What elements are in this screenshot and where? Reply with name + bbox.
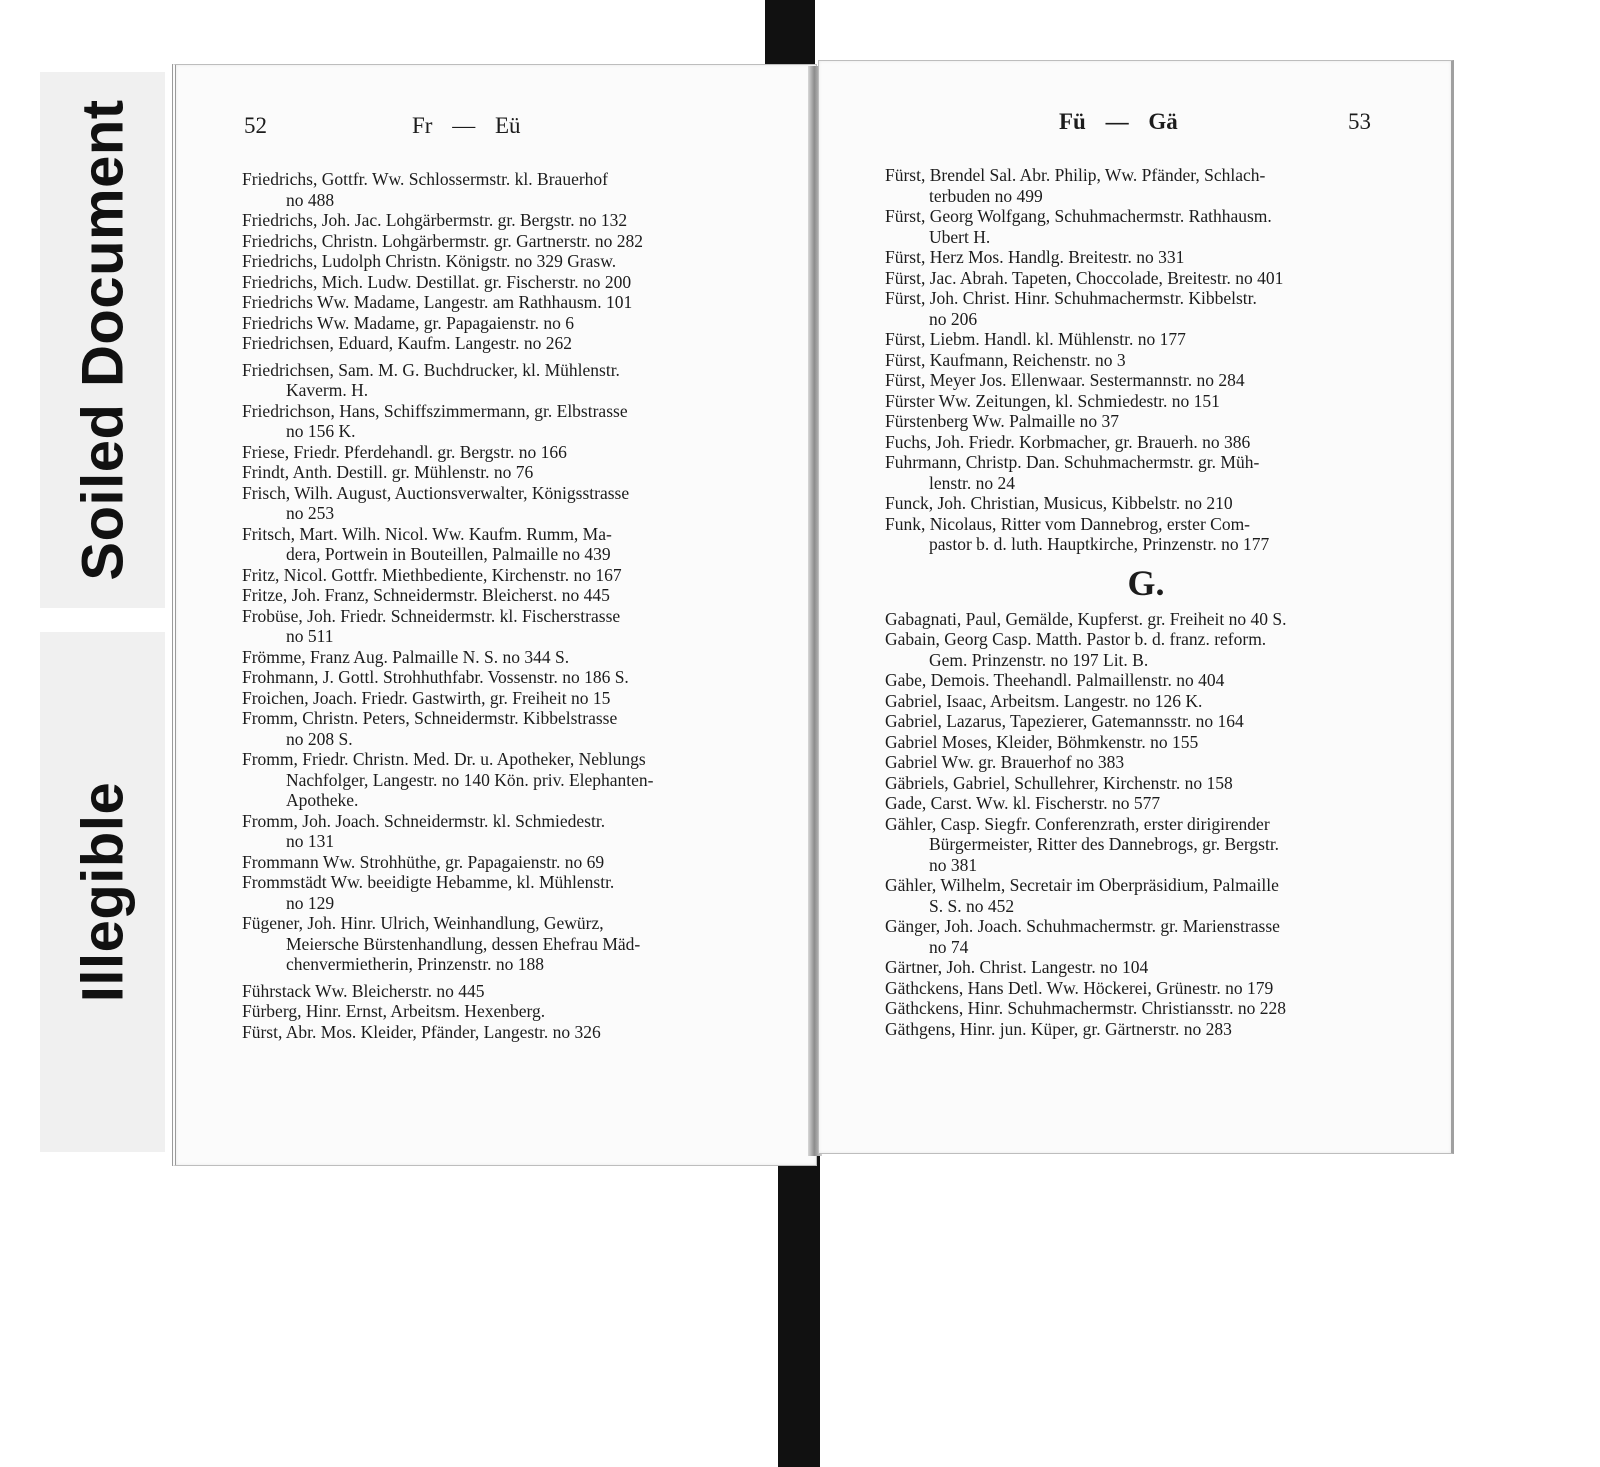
- right-page-running-head: [1059, 109, 1178, 135]
- entry-text: Friedrichs, Mich. Ludw. Destillat. gr. Fischerstr. no 200: [242, 271, 632, 292]
- directory-entry: [885, 793, 1407, 814]
- entry-text: Friedrichsen, Eduard, Kaufm. Langestr. no 262: [242, 333, 572, 353]
- entry-text: Fuhrmann, Christp. Dan. Schuhmachermstr. gr. Müh-: [885, 452, 1260, 472]
- entry-continuation: no 129: [286, 892, 335, 913]
- illegible-label: Illegible: [70, 781, 135, 1003]
- directory-entry: [885, 629, 1407, 670]
- directory-entry: [885, 329, 1407, 350]
- directory-entry: [242, 606, 762, 647]
- left-head-dash: —: [452, 113, 476, 138]
- entry-text: Fromm, Friedr. Christn. Med. Dr. u. Apotheker, Neblungs: [242, 749, 646, 769]
- directory-entry: [242, 565, 762, 586]
- entry-text: Funk, Nicolaus, Ritter vom Dannebrog, erster Com-: [885, 513, 1251, 534]
- entry-continuation: dera, Portwein in Bouteillen, Palmaille no 439: [286, 544, 611, 564]
- directory-entry: [885, 288, 1407, 329]
- entry-text: Fromm, Christn. Peters, Schneidermstr. Kibbelstrasse: [242, 708, 618, 728]
- entry-continuation: lenstr. no 24: [929, 472, 1016, 493]
- directory-entry: [242, 688, 762, 709]
- directory-entry: [242, 1022, 762, 1043]
- entry-text: Friedrichsen, Sam. M. G. Buchdrucker, kl. Mühlenstr.: [242, 359, 620, 380]
- entry-continuation: Kaverm. H.: [286, 380, 369, 400]
- directory-entry: [885, 773, 1407, 794]
- directory-entry: [885, 411, 1407, 432]
- entry-text: Fürst, Liebm. Handl. kl. Mühlenstr. no 177: [885, 329, 1186, 349]
- directory-entry: [242, 272, 762, 293]
- section-letter-g: G.: [1127, 562, 1165, 603]
- entry-text: Frommstädt Ww. beeidigte Hebamme, kl. Mühlenstr.: [242, 872, 615, 892]
- entry-text: Fürst, Brendel Sal. Abr. Philip, Ww. Pfänder, Schlach-: [885, 165, 1266, 185]
- directory-entry: [885, 998, 1407, 1019]
- directory-entry: [242, 483, 762, 524]
- entry-continuation: no 381: [929, 854, 978, 875]
- directory-entry: [885, 609, 1407, 630]
- directory-entry: [242, 749, 762, 811]
- entry-continuation: no 74: [929, 936, 969, 957]
- right-page: [818, 60, 1454, 1154]
- directory-entry: [885, 452, 1407, 493]
- directory-entry: [885, 247, 1407, 268]
- soiled-document-label-strip: [40, 72, 165, 608]
- entry-text: Fürster Ww. Zeitungen, kl. Schmiedestr. no 151: [885, 390, 1220, 411]
- directory-entry: [885, 957, 1407, 978]
- directory-entry: [885, 391, 1407, 412]
- directory-entry: [242, 852, 762, 873]
- directory-entry: [885, 432, 1407, 453]
- entry-text: Frommann Ww. Strohhüthe, gr. Papagaienstr. no 69: [242, 851, 605, 872]
- entry-text: Fuchs, Joh. Friedr. Korbmacher, gr. Brauerh. no 386: [885, 431, 1251, 452]
- directory-entry: [885, 814, 1407, 876]
- directory-entry: [885, 875, 1407, 916]
- binding-tape-bottom: [778, 1150, 820, 1467]
- soiled-document-label: Soiled Document: [70, 99, 135, 581]
- entry-text: Gähler, Casp. Siegfr. Conferenzrath, erster dirigirender: [885, 813, 1270, 834]
- directory-entry: [242, 231, 762, 252]
- entry-continuation: pastor b. d. luth. Hauptkirche, Prinzenstr. no 177: [929, 534, 1270, 554]
- entry-text: Friedrichs, Ludolph Christn. Königstr. no 329 Grasw.: [242, 251, 617, 271]
- entry-text: Fürst, Georg Wolfgang, Schuhmachermstr. Rathhausm.: [885, 206, 1272, 226]
- entry-continuation: no 511: [286, 626, 334, 646]
- directory-entry: [242, 292, 762, 313]
- directory-entry: [242, 1001, 762, 1022]
- entry-text: Fürst, Jac. Abrah. Tapeten, Choccolade, Breitestr. no 401: [885, 267, 1284, 288]
- directory-entry: [242, 210, 762, 231]
- entry-text: Fürst, Joh. Christ. Hinr. Schuhmachermstr. Kibbelstr.: [885, 288, 1257, 308]
- entry-text: Fromm, Joh. Joach. Schneidermstr. kl. Schmiedestr.: [242, 810, 606, 831]
- left-page: [172, 64, 817, 1166]
- directory-entry: [885, 165, 1407, 206]
- directory-entry: [242, 913, 762, 975]
- right-head-dash: —: [1105, 109, 1129, 134]
- directory-entry: [885, 493, 1407, 514]
- entry-text: Gänger, Joh. Joach. Schuhmachermstr. gr. Marienstrasse: [885, 916, 1280, 936]
- entry-text: Froichen, Joach. Friedr. Gastwirth, gr. Freiheit no 15: [242, 687, 611, 708]
- entry-continuation: no 208 S.: [286, 728, 353, 749]
- entry-text: Führstack Ww. Bleicherstr. no 445: [242, 980, 485, 1001]
- entry-text: Fritsch, Mart. Wilh. Nicol. Ww. Kaufm. Rumm, Ma-: [242, 523, 612, 544]
- entry-text: Frobüse, Joh. Friedr. Schneidermstr. kl. Fischerstrasse: [242, 605, 621, 626]
- directory-entry: [885, 514, 1407, 555]
- directory-entry: [885, 916, 1407, 957]
- entry-text: Fritze, Joh. Franz, Schneidermstr. Bleicherst. no 445: [242, 585, 610, 605]
- entry-text: Fügener, Joh. Hinr. Ulrich, Weinhandlung, Gewürz,: [242, 913, 604, 933]
- entry-text: Fürberg, Hinr. Ernst, Arbeitsm. Hexenberg.: [242, 1001, 546, 1021]
- entry-text: Gäthckens, Hans Detl. Ww. Höckerei, Grünestr. no 179: [885, 977, 1274, 998]
- directory-entry: [885, 670, 1407, 691]
- entry-text: Fürst, Abr. Mos. Kleider, Pfänder, Langestr. no 326: [242, 1021, 601, 1042]
- entry-continuation: no 253: [286, 503, 335, 523]
- entry-continuation: Nachfolger, Langestr. no 140 Kön. priv. Elephanten-: [286, 769, 654, 790]
- entry-text: Fritz, Nicol. Gottfr. Miethbediente, Kirchenstr. no 167: [242, 564, 622, 585]
- directory-entry: [242, 360, 762, 401]
- entry-text: Gäthckens, Hinr. Schuhmachermstr. Christiansstr. no 228: [885, 998, 1286, 1018]
- entry-text: Gähler, Wilhelm, Secretair im Oberpräsidium, Palmaille: [885, 875, 1279, 895]
- entry-continuation: S. S. no 452: [929, 895, 1015, 916]
- entry-text: Fürst, Kaufmann, Reichenstr. no 3: [885, 349, 1126, 370]
- entry-text: Funck, Joh. Christian, Musicus, Kibbelstr. no 210: [885, 493, 1233, 513]
- directory-entry: [242, 251, 762, 272]
- directory-entry: [885, 1019, 1407, 1040]
- entry-text: Fürstenberg Ww. Palmaille no 37: [885, 411, 1119, 431]
- directory-entry: [885, 370, 1407, 391]
- entry-text: Frömme, Franz Aug. Palmaille N. S. no 344 S.: [242, 646, 570, 667]
- left-page-entries: [242, 169, 762, 1042]
- entry-text: Friedrichs, Gottfr. Ww. Schlossermstr. kl. Brauerhof: [242, 169, 608, 189]
- illegible-label-strip: [40, 632, 165, 1152]
- right-head-to: Gä: [1148, 109, 1178, 134]
- entry-text: Gabriel, Lazarus, Tapezierer, Gatemannsstr. no 164: [885, 711, 1244, 731]
- directory-entry: [242, 462, 762, 483]
- entry-continuation: no 156 K.: [286, 421, 356, 441]
- right-page-entries: [885, 165, 1407, 555]
- entry-text: Gabagnati, Paul, Gemälde, Kupferst. gr. Freiheit no 40 S.: [885, 608, 1287, 629]
- directory-entry: [885, 268, 1407, 289]
- directory-entry: [885, 732, 1407, 753]
- left-head-to: Eü: [494, 113, 521, 138]
- directory-entry: [242, 585, 762, 606]
- entry-text: Gäbriels, Gabriel, Schullehrer, Kirchenstr. no 158: [885, 772, 1233, 793]
- left-page-header: [176, 113, 816, 143]
- entry-continuation: chenvermietherin, Prinzenstr. no 188: [286, 954, 545, 974]
- entry-continuation: Ubert H.: [929, 226, 991, 247]
- entry-text: Friese, Friedr. Pferdehandl. gr. Bergstr. no 166: [242, 441, 567, 462]
- right-page-entries-g: [885, 609, 1407, 1040]
- entry-text: Gabain, Georg Casp. Matth. Pastor b. d. franz. reform.: [885, 629, 1267, 649]
- directory-entry: [242, 647, 762, 668]
- entry-text: Friedrichs, Joh. Jac. Lohgärbermstr. gr. Bergstr. no 132: [242, 210, 628, 230]
- directory-entry: [242, 708, 762, 749]
- entry-continuation: no 488: [286, 189, 335, 210]
- entry-text: Friedrichson, Hans, Schiffszimmermann, gr. Elbstrasse: [242, 400, 628, 421]
- entry-text: Gabriel, Isaac, Arbeitsm. Langestr. no 126 K.: [885, 690, 1203, 711]
- right-head-from: Fü: [1059, 109, 1086, 134]
- entry-text: Gabe, Demois. Theehandl. Palmaillenstr. no 404: [885, 670, 1225, 690]
- directory-entry: [242, 313, 762, 334]
- right-page-number: 53: [1348, 109, 1371, 134]
- entry-continuation: Apotheke.: [286, 790, 359, 810]
- entry-text: Fürst, Meyer Jos. Ellenwaar. Sestermannstr. no 284: [885, 370, 1245, 390]
- binding-tape-top: [765, 0, 815, 72]
- directory-entry: [885, 691, 1407, 712]
- entry-text: Frindt, Anth. Destill. gr. Mühlenstr. no 76: [242, 462, 534, 482]
- entry-text: Gabriel Moses, Kleider, Böhmkenstr. no 155: [885, 731, 1199, 752]
- entry-continuation: no 206: [929, 308, 978, 329]
- directory-entry: [242, 442, 762, 463]
- right-page-header: [819, 109, 1451, 139]
- directory-entry: [242, 169, 762, 210]
- directory-entry: [885, 752, 1407, 773]
- directory-entry: [242, 401, 762, 442]
- directory-entry: [885, 711, 1407, 732]
- entry-text: Friedrichs, Christn. Lohgärbermstr. gr. Gartnerstr. no 282: [242, 230, 643, 251]
- entry-text: Fürst, Herz Mos. Handlg. Breitestr. no 331: [885, 247, 1185, 267]
- directory-entry: [242, 333, 762, 354]
- directory-entry: [885, 206, 1407, 247]
- entry-continuation: terbuden no 499: [929, 185, 1043, 206]
- entry-continuation: Gem. Prinzenstr. no 197 Lit. B.: [929, 649, 1149, 670]
- entry-text: Gade, Carst. Ww. kl. Fischerstr. no 577: [885, 793, 1161, 813]
- directory-entry: [885, 978, 1407, 999]
- entry-text: Gabriel Ww. gr. Brauerhof no 383: [885, 752, 1125, 772]
- right-page-entries-wrapper: [885, 165, 1407, 1039]
- entry-continuation: Bürgermeister, Ritter des Dannebrogs, gr. Bergstr.: [929, 834, 1280, 854]
- directory-entry: [242, 811, 762, 852]
- directory-entry: [885, 350, 1407, 371]
- left-page-number: 52: [244, 113, 267, 138]
- entry-text: Frisch, Wilh. August, Auctionsverwalter, Königsstrasse: [242, 482, 630, 503]
- entry-continuation: no 131: [286, 831, 335, 851]
- entry-text: Gäthgens, Hinr. jun. Küper, gr. Gärtnerstr. no 283: [885, 1018, 1232, 1039]
- left-page-running-head: [412, 113, 521, 139]
- entry-continuation: Meiersche Bürstenhandlung, dessen Ehefrau Mäd-: [286, 933, 641, 954]
- entry-text: Frohmann, J. Gottl. Strohhuthfabr. Vossenstr. no 186 S.: [242, 667, 629, 687]
- directory-entry: [242, 524, 762, 565]
- directory-entry: [242, 981, 762, 1002]
- entry-text: Gärtner, Joh. Christ. Langestr. no 104: [885, 957, 1149, 977]
- left-head-from: Fr: [412, 113, 433, 138]
- directory-entry: [242, 667, 762, 688]
- entry-text: Friedrichs Ww. Madame, Langestr. am Rathhausm. 101: [242, 292, 633, 312]
- entry-text: Friedrichs Ww. Madame, gr. Papagaienstr. no 6: [242, 312, 574, 333]
- directory-entry: [242, 872, 762, 913]
